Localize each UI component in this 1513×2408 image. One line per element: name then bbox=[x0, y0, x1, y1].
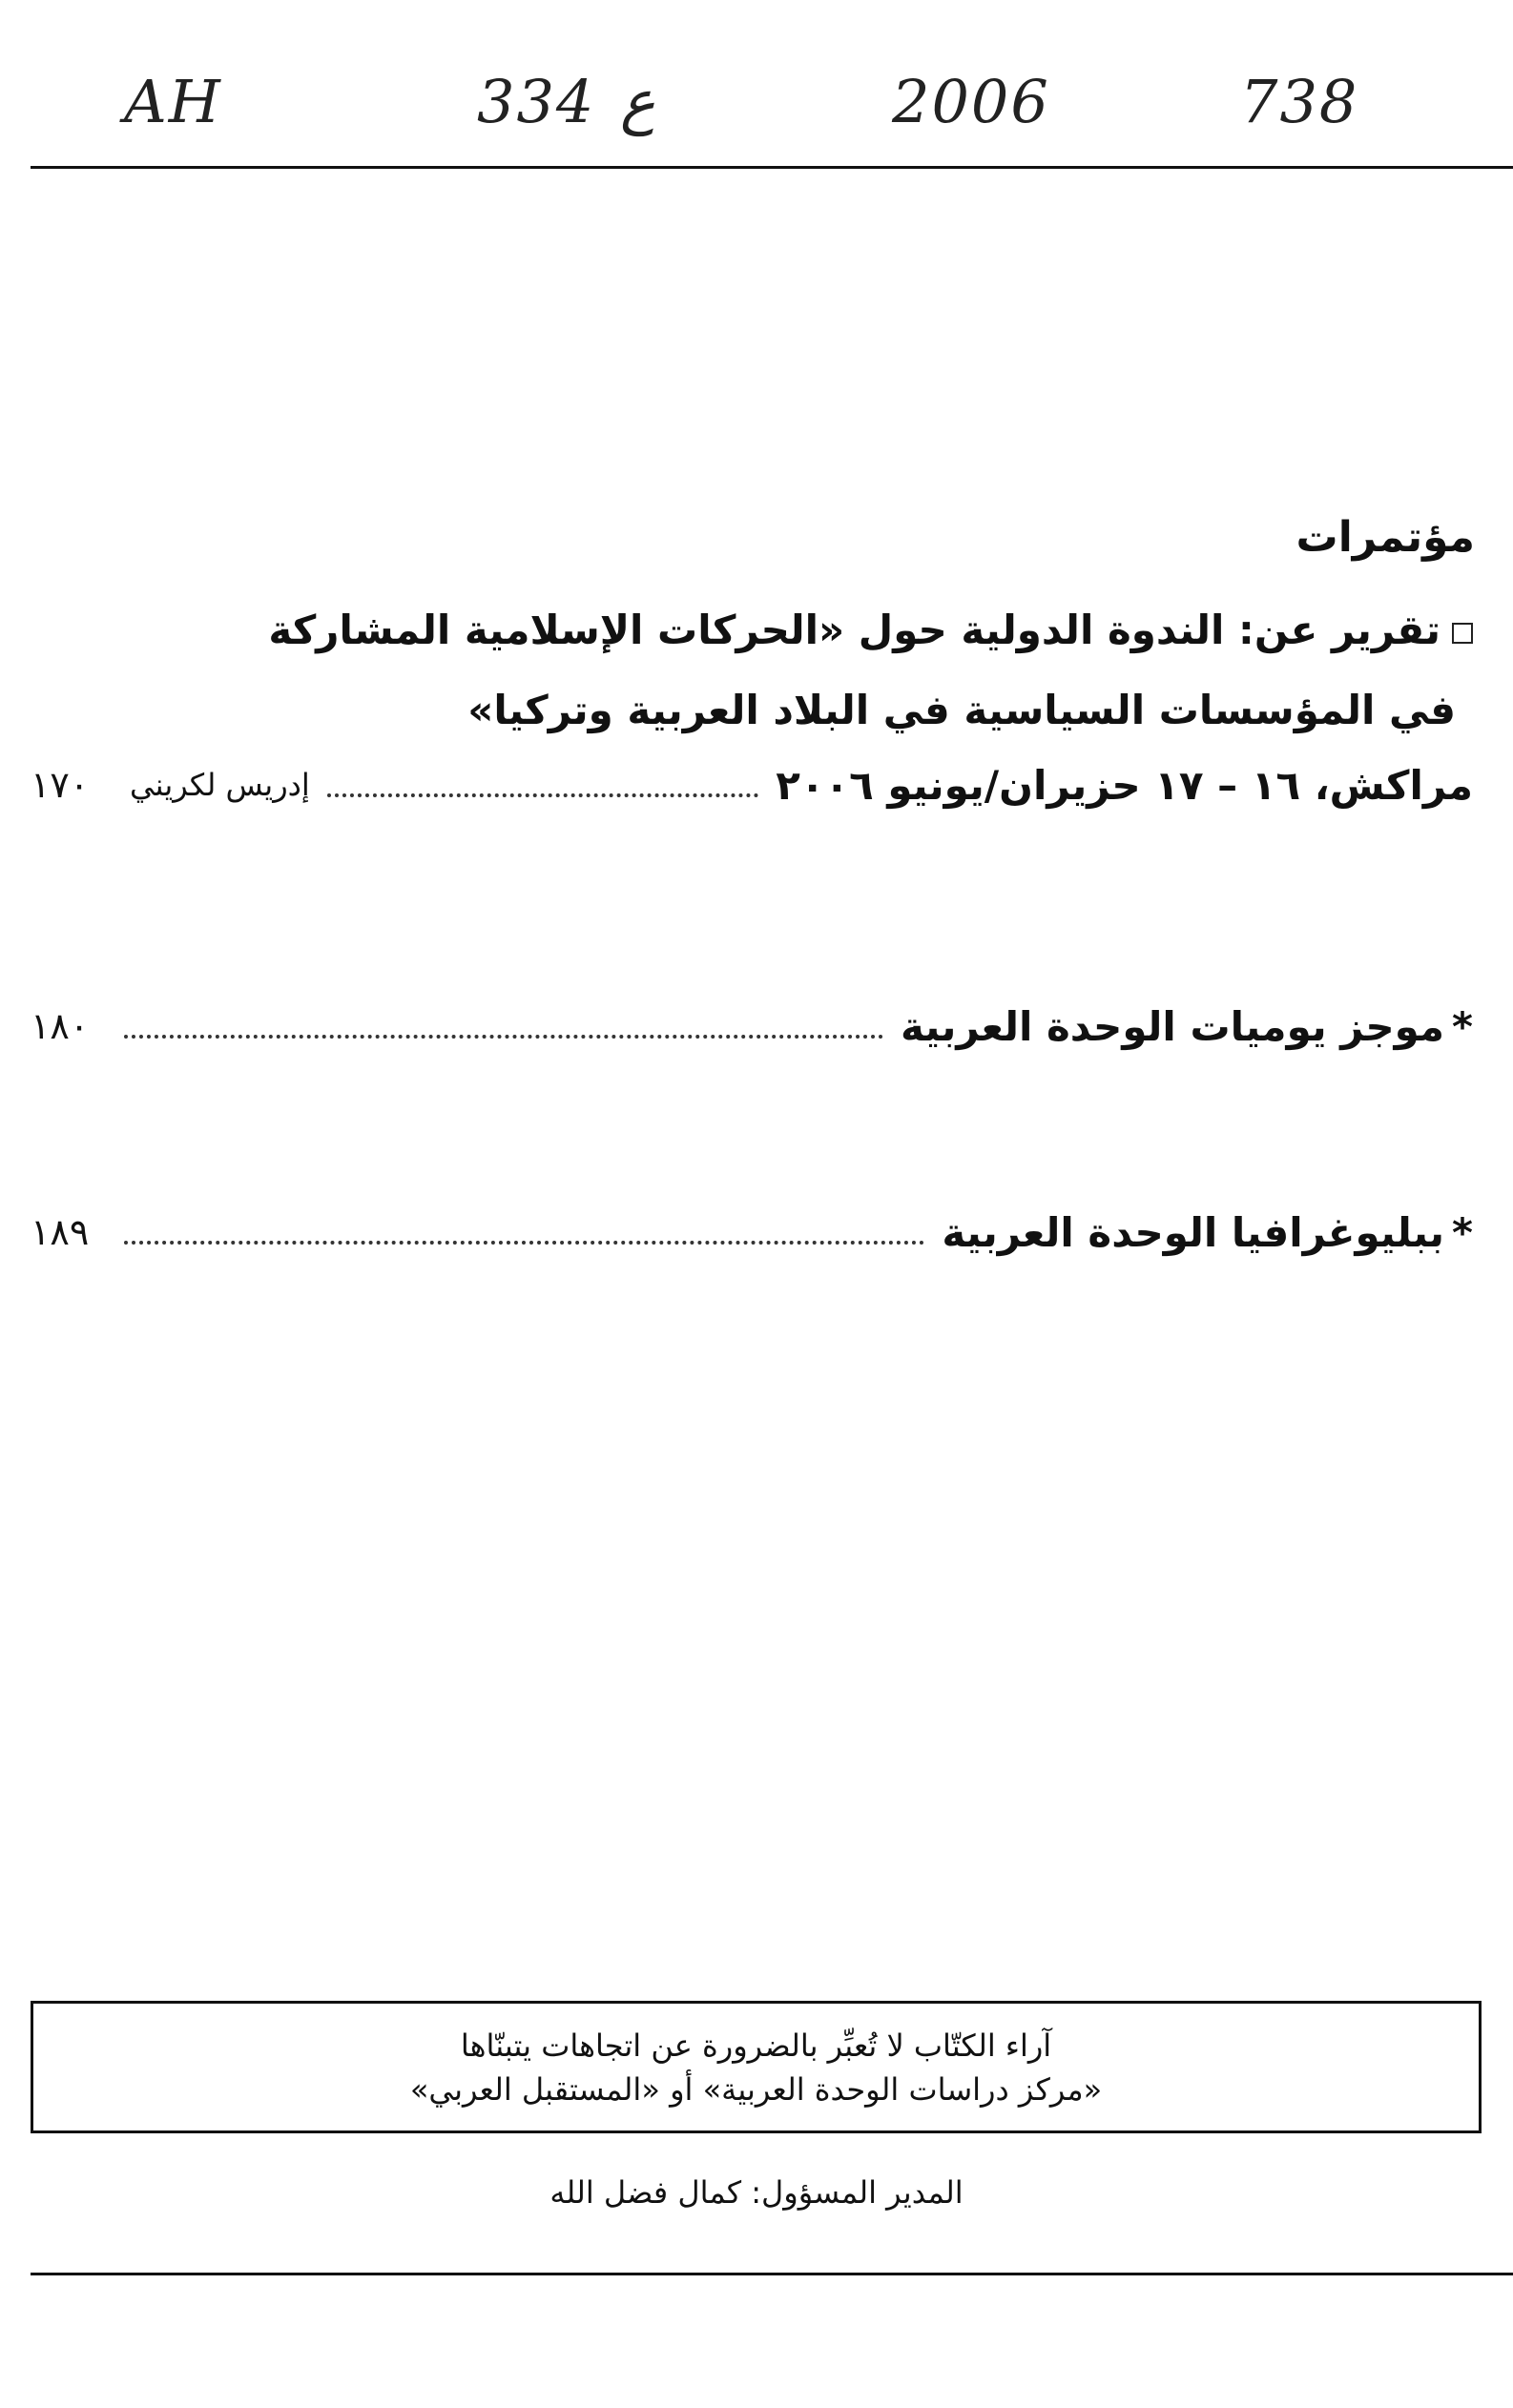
asterisk-marker: * bbox=[1452, 1002, 1473, 1050]
page-number: ١٨٩ bbox=[31, 1211, 90, 1253]
disclaimer-line-1: آراء الكتّاب لا تُعبِّر بالضرورة عن اتجاهات يتبنّاها bbox=[460, 2027, 1052, 2064]
toc-item-label bbox=[942, 1209, 1473, 1256]
bottom-divider bbox=[31, 2273, 1513, 2275]
report-title-line-3: مراكش، ١٦ – ١٧ حزيران/يونيو ٢٠٠٦ bbox=[776, 761, 1473, 809]
toc-row-item-2 bbox=[31, 1204, 1473, 1261]
page-number: ١٨٠ bbox=[31, 1005, 90, 1047]
report-line-1-text: تقرير عن: الندوة الدولية حول «الحركات الإسلامية المشاركة bbox=[268, 607, 1440, 653]
handwritten-ref: 738 bbox=[1240, 67, 1359, 136]
handwritten-number: 334 bbox=[477, 67, 596, 136]
dot-leader bbox=[124, 1240, 924, 1245]
handwritten-code: AH bbox=[124, 67, 222, 136]
section-title: مؤتمرات bbox=[1295, 513, 1475, 562]
report-title-line-1 bbox=[268, 607, 1473, 653]
handwritten-letter: ع bbox=[620, 67, 655, 136]
dot-leader bbox=[327, 792, 758, 797]
checkbox-icon bbox=[1452, 623, 1473, 644]
disclaimer-line-2: «مركز دراسات الوحدة العربية» أو «المستقبل العربي» bbox=[409, 2070, 1103, 2108]
page-number: ١٧٠ bbox=[31, 764, 90, 806]
disclaimer-box bbox=[31, 2001, 1482, 2133]
toc-item-text: ببليوغرافيا الوحدة العربية bbox=[942, 1208, 1445, 1256]
toc-row-item-1 bbox=[31, 998, 1473, 1055]
toc-row-report bbox=[31, 756, 1473, 813]
dot-leader bbox=[124, 1034, 883, 1039]
asterisk-marker: * bbox=[1452, 1208, 1473, 1256]
toc-item-label bbox=[901, 1003, 1473, 1050]
top-divider bbox=[31, 166, 1513, 169]
report-title-line-2: في المؤسسات السياسية في البلاد العربية وتركيا» bbox=[467, 687, 1456, 733]
director-credit: المدير المسؤول: كمال فضل الله bbox=[549, 2174, 964, 2211]
author-name: إدريس لكريني bbox=[130, 767, 310, 803]
handwritten-year: 2006 bbox=[892, 67, 1050, 136]
toc-item-text: موجز يوميات الوحدة العربية bbox=[900, 1002, 1445, 1050]
